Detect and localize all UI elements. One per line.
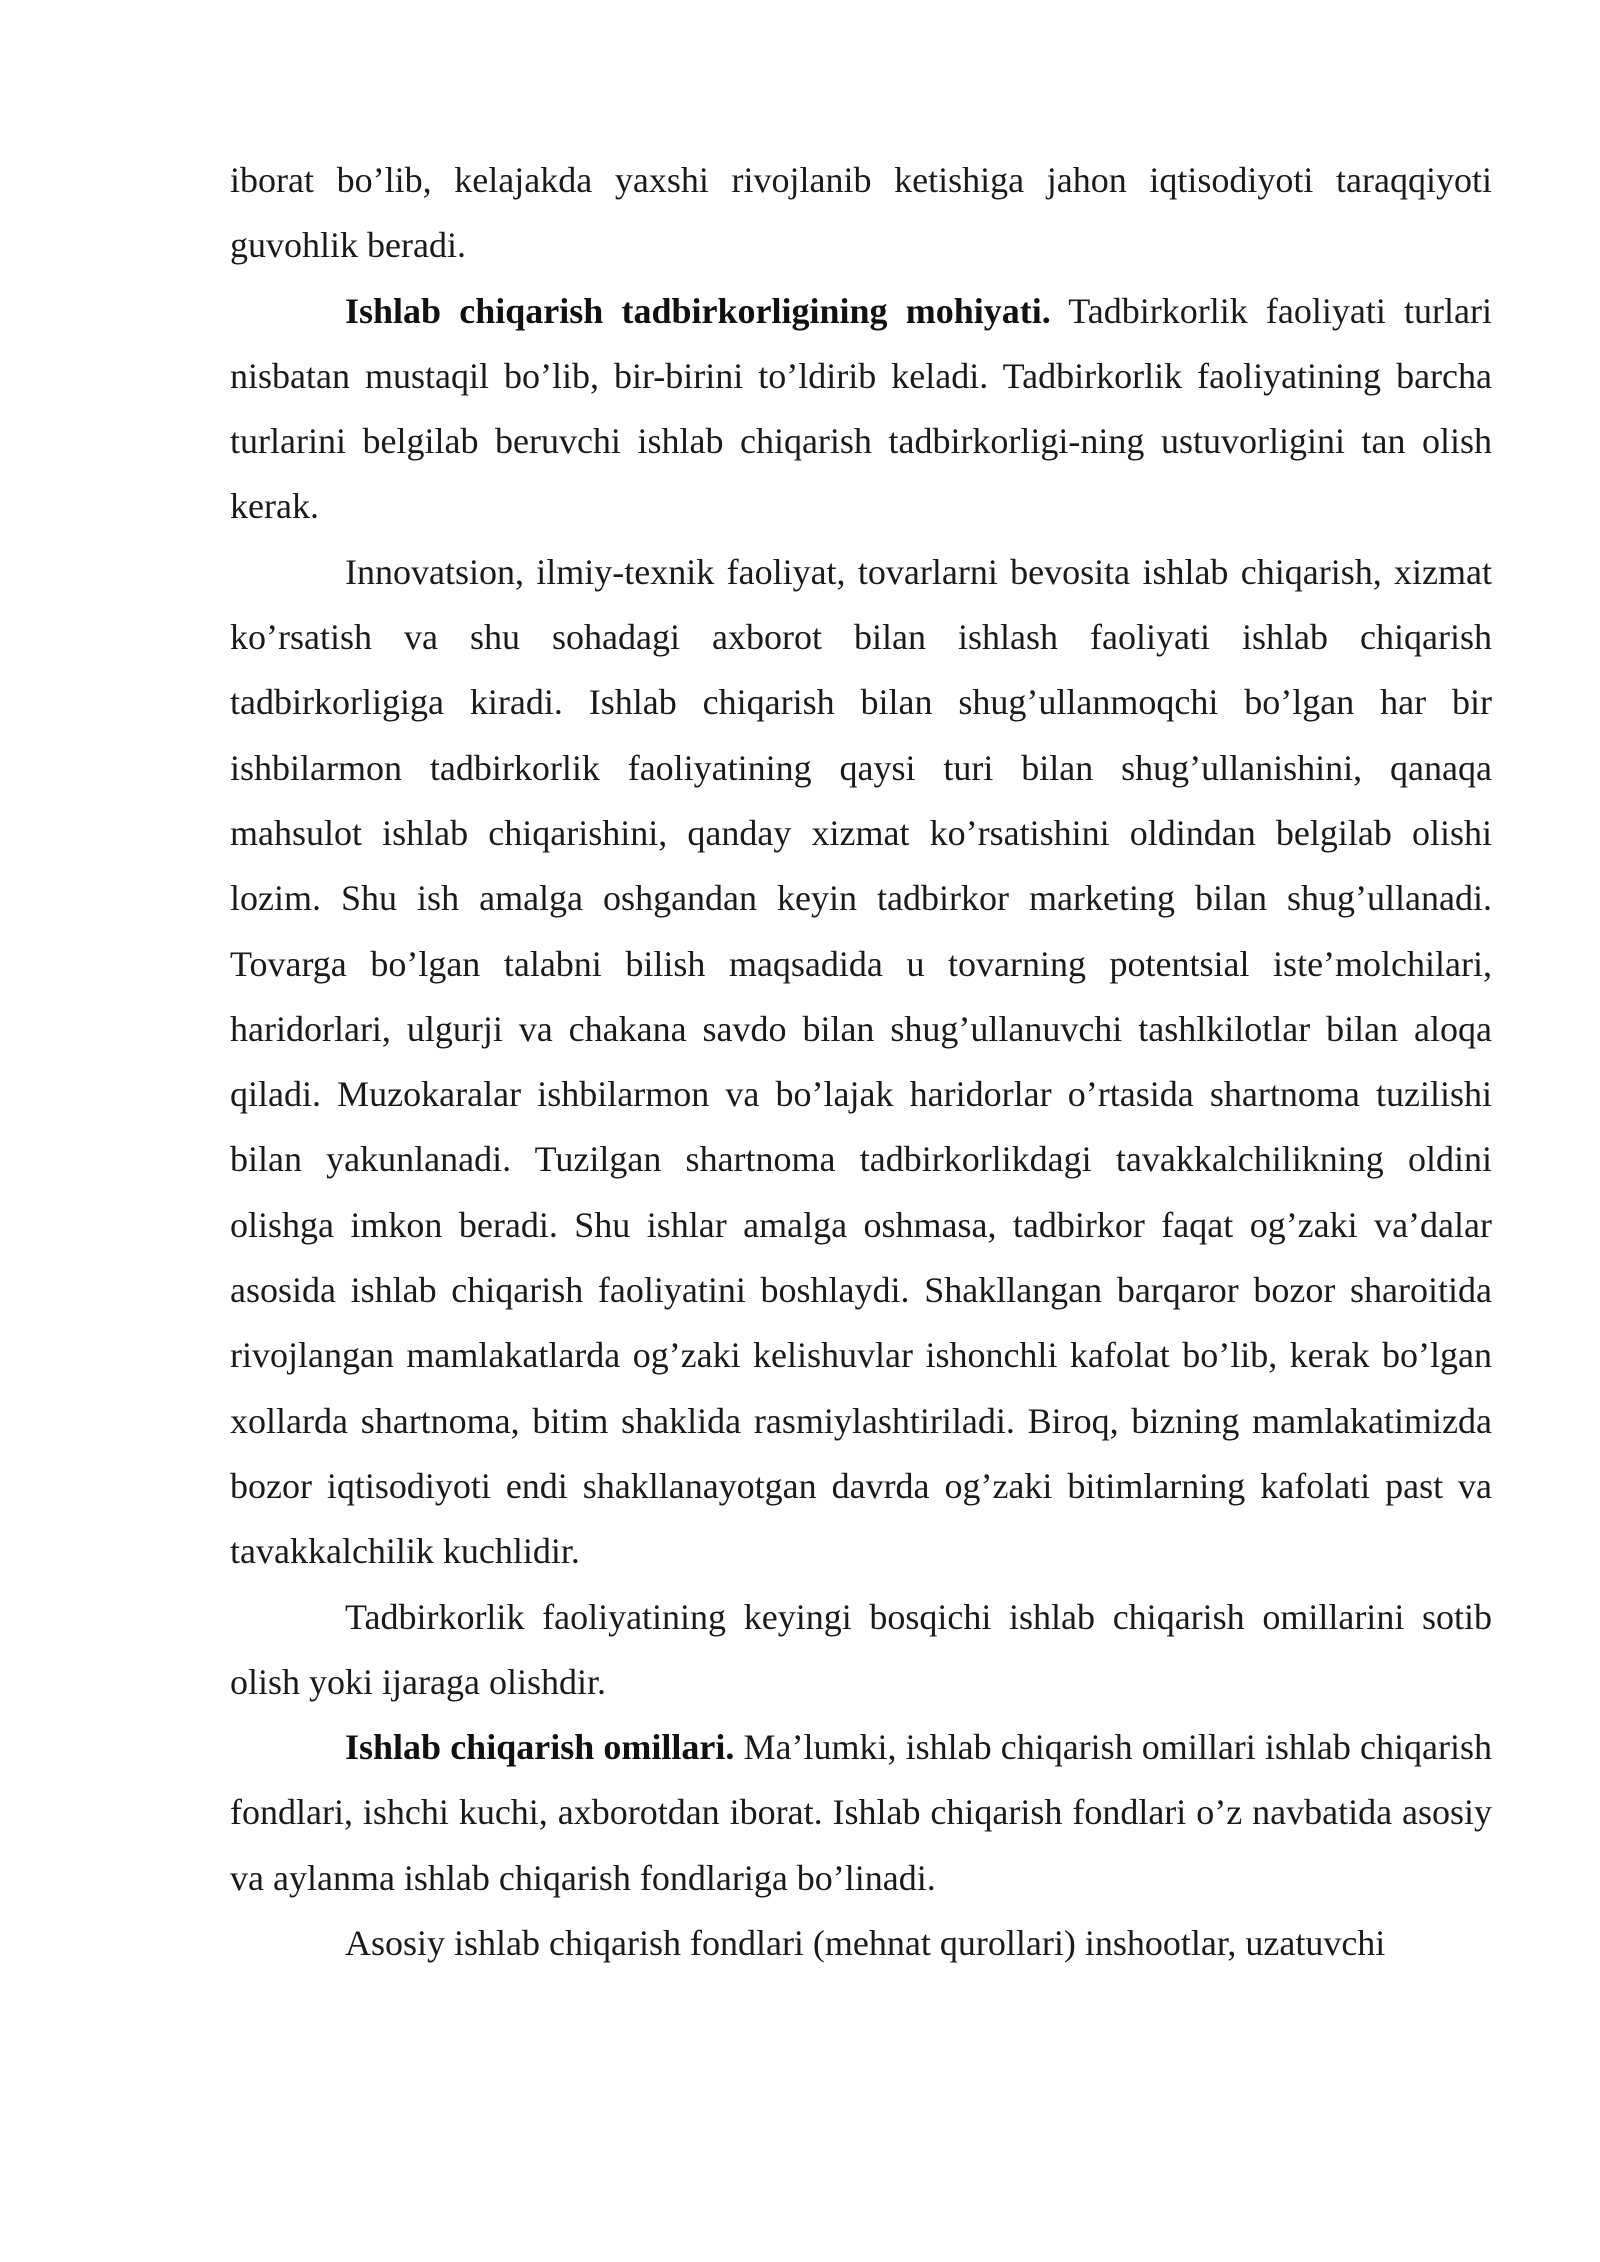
paragraph-fixed-funds	[230, 1911, 1492, 1976]
paragraph-continuation	[230, 148, 1492, 279]
paragraph-text: Tadbirkorlik faoliyati turlari nisbatan mustaqil bo’lib, bir-birini to’ldirib keladi. Tadbirkorlik faoliyatining barcha turlarini belgilab beruvchi ishlab chiqarish tadbirkorligi-ning ustuvorligini tan olish kerak.	[230, 290, 1492, 527]
paragraph-production-essence	[230, 279, 1492, 540]
section-heading-production-essence: Ishlab chiqarish tadbirkorligining mohiyati.	[345, 290, 1051, 331]
section-heading-production-factors: Ishlab chiqarish omillari.	[345, 1727, 735, 1768]
document-page	[230, 148, 1492, 1976]
paragraph-text: Ma’lumki, ishlab chiqarish omillari ishlab chiqarish fondlari, ishchi kuchi, axborotdan iborat. Ishlab chiqarish fondlari o’z navbatida asosiy va aylanma ishlab chiqarish fondlariga bo’linadi.	[230, 1727, 1492, 1898]
paragraph-text: Innovatsion, ilmiy-texnik faoliyat, tovarlarni bevosita ishlab chiqarish, xizmat ko’rsatish va shu sohadagi axborot bilan ishlash faoliyati ishlab chiqarish tadbirkorligiga kiradi. Ishlab chiqarish bilan shug’ullanmoqchi bo’lgan har bir ishbilarmon tadbirkorlik faoliyatining qaysi turi bilan shug’ullanishini, qanaqa mahsulot ishlab chiqarishini, qanday xizmat ko’rsatishini oldindan belgilab olishi lozim. Shu ish amalga oshgandan keyin tadbirkor marketing bilan shug’ullanadi. Tovarga bo’lgan talabni bilish maqsadida u tovarning potentsial iste’molchilari, haridorlari, ulgurji va chakana savdo bilan shug’ullanuvchi tashlkilotlar bilan aloqa qiladi. Muzokaralar ishbilarmon va bo’lajak haridorlar o’rtasida shartnoma tuzilishi bilan yakunlanadi. Tuzilgan shartnoma tadbirkorlikdagi tavakkalchilikning oldini olishga imkon beradi. Shu ishlar amalga oshmasa, tadbirkor faqat og’zaki va’dalar asosida ishlab chiqarish faoliyatini boshlaydi. Shakllangan barqaror bozor sharoitida rivojlangan mamlakatlarda og’zaki kelishuvlar ishonchli kafolat bo’lib, kerak bo’lgan xollarda shartnoma, bitim shaklida rasmiylashtiriladi. Biroq, bizning mamlakatimizda bozor iqtisodiyoti endi shakllanayotgan davrda og’zaki bitimlarning kafolati past va tavakkalchilik kuchlidir.	[230, 551, 1492, 1572]
paragraph-innovation	[230, 540, 1492, 1585]
paragraph-text: iborat bo’lib, kelajakda yaxshi rivojlanib ketishiga jahon iqtisodiyoti taraqqiyoti guvohlik beradi.	[230, 160, 1492, 266]
paragraph-production-factors	[230, 1715, 1492, 1911]
paragraph-text: Asosiy ishlab chiqarish fondlari (mehnat qurollari) inshootlar, uzatuvchi	[345, 1923, 1386, 1964]
paragraph-text: Tadbirkorlik faoliyatining keyingi bosqichi ishlab chiqarish omillarini sotib olish yoki ijaraga olishdir.	[230, 1596, 1492, 1702]
paragraph-next-stage	[230, 1585, 1492, 1716]
